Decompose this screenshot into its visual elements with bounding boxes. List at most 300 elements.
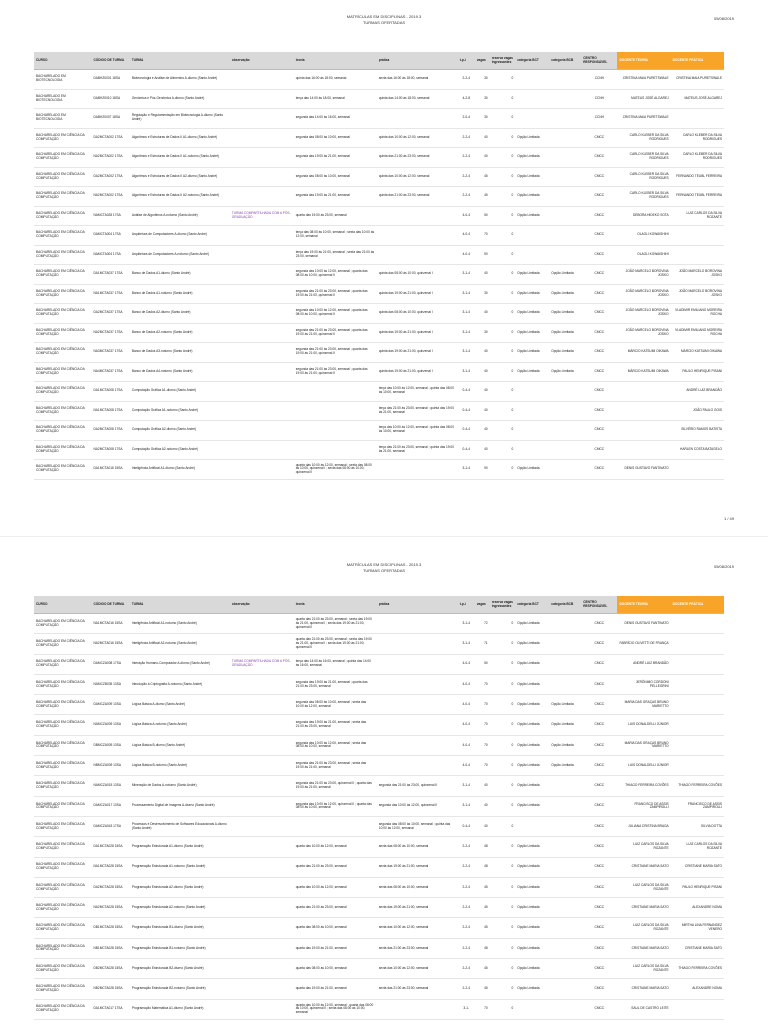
cell-docente-pratica — [671, 756, 724, 776]
cell-reserva: 0 — [490, 715, 516, 735]
cell-tpi: 3-1-4 — [458, 265, 475, 285]
cell-docente-teoria: FRANCISCO DE ASSIS ZAMPIROLLI — [617, 796, 670, 816]
cell-observacao — [230, 979, 294, 999]
cell-codigo: NAMCZB035 13SA — [92, 674, 130, 694]
cell-vagas: 90 — [475, 245, 490, 265]
cell-docente-pratica — [671, 226, 724, 246]
cell-curso: BACHARELADO EM CIÊNCIA DA COMPUTAÇÃO — [34, 959, 92, 979]
cell-pratica: sexta das 08:00 às 10:00, semanal — [377, 837, 458, 857]
table-row — [34, 187, 724, 207]
table-row — [34, 877, 724, 897]
cell-cat-bct: Opção Limitada — [515, 634, 549, 654]
col-header-pratica: prática — [377, 596, 458, 614]
cell-cat-bcb — [549, 167, 581, 187]
cell-cat-bcb — [549, 187, 581, 207]
cell-docente-pratica: CRISTIANE MARIA SATO — [671, 857, 724, 877]
cell-teoria: quarta das 08:00 às 10:00, semanal — [294, 918, 377, 938]
cell-teoria: segunda das 10:00 às 12:00, semanal ; quarta das 08:00 às 10:00, quinzenal II — [294, 304, 377, 324]
cell-cat-bcb — [549, 918, 581, 938]
cell-centro: CMCC — [581, 440, 617, 460]
table-row — [34, 776, 724, 796]
cell-codigo: NAMCZA009 13SA — [92, 715, 130, 735]
cell-cat-bcb — [549, 89, 581, 109]
col-header-cat-bct: categoria BCT — [515, 596, 549, 614]
cell-vagas: 40 — [475, 421, 490, 441]
cell-docente-pratica: VLADIMIR EMILIANO MOREIRA ROCHA — [671, 304, 724, 324]
col-header-codigo: CÓDIGO DE TURMA — [92, 52, 130, 70]
cell-teoria: quinta das 16:00 às 18:00, semanal — [294, 70, 377, 90]
table-row — [34, 654, 724, 674]
cell-docente-pratica: CRISTINA MAIA PURETSWALE — [671, 70, 724, 90]
cell-turma: Inteligência Artificial A1-noturno (Santo André) — [130, 614, 230, 634]
cell-docente-teoria: LUIZ CARLOS DA SILVA ROZANTE — [617, 959, 670, 979]
cell-curso: BACHARELADO EM CIÊNCIA DA COMPUTAÇÃO — [34, 938, 92, 958]
table-header-row — [34, 52, 724, 70]
cell-observacao — [230, 634, 294, 654]
table-row — [34, 918, 724, 938]
cell-observacao — [230, 226, 294, 246]
cell-vagas: 40 — [475, 343, 490, 363]
table-row — [34, 756, 724, 776]
cell-cat-bct: Opção Limitada — [515, 877, 549, 897]
cell-docente-teoria: ANDRÉ LUIZ BRANDÃO — [617, 654, 670, 674]
cell-tpi: 4-0-4 — [458, 245, 475, 265]
cell-turma: Banco de Dados A1-diurno (Santo André) — [130, 265, 230, 285]
cell-curso: BACHARELADO EM CIÊNCIA DA COMPUTAÇÃO — [34, 245, 92, 265]
cell-pratica: quinta das 10:00 às 12:00, semanal — [377, 167, 458, 187]
cell-centro: CMCC — [581, 148, 617, 168]
cell-observacao — [230, 695, 294, 715]
cell-cat-bct: Opção Limitada — [515, 304, 549, 324]
cell-docente-pratica: THIAGO FERREIRA COVÕES — [671, 776, 724, 796]
cell-codigo: NA4MCTA037 17SA — [92, 362, 130, 382]
cell-docente-teoria: JOÃO MARCELO BOROVINA JOSKO — [617, 304, 670, 324]
col-header-docente-teoria: DOCENTE TEORIA — [617, 596, 670, 614]
cell-cat-bcb: Opção Limitada — [549, 343, 581, 363]
cell-reserva: 0 — [490, 816, 516, 836]
cell-tpi: 3-1-4 — [458, 776, 475, 796]
cell-turma: Banco de Dados A3-noturno (Santo André) — [130, 343, 230, 363]
cell-cat-bct: Opção Limitada — [515, 654, 549, 674]
cell-reserva: 0 — [490, 695, 516, 715]
cell-teoria: segunda das 21:00 às 23:00, quinzenal II ; quarta das 19:00 às 21:00, semanal — [294, 776, 377, 796]
cell-codigo: NA1MCTA028 15SA — [92, 857, 130, 877]
cell-vagas: 70 — [475, 735, 490, 755]
cell-turma: Lógica Básica A-noturno (Santo André) — [130, 715, 230, 735]
cell-curso: BACHARELADO EM CIÊNCIA DA COMPUTAÇÃO — [34, 776, 92, 796]
cell-teoria: segunda das 19:00 às 21:00, semanal ; quarta das 21:00 às 23:00, semanal — [294, 674, 377, 694]
cell-docente-teoria: CRISTIANE MARIA SATO — [617, 898, 670, 918]
cell-codigo: NA2MCTA037 17SA — [92, 323, 130, 343]
cell-teoria: segunda das 14:00 às 16:00, semanal — [294, 109, 377, 129]
table-row — [34, 323, 724, 343]
cell-observacao — [230, 187, 294, 207]
cell-centro: CCNH — [581, 89, 617, 109]
cell-turma: Computação Gráfica A1-noturno (Santo André) — [130, 401, 230, 421]
cell-docente-pratica: SILVIA DOTTA — [671, 816, 724, 836]
cell-vagas: 40 — [475, 128, 490, 148]
page-title: MATRÍCULAS EM DISCIPLINAS - 2019.3 TURMAS OFERTADAS — [346, 14, 422, 25]
cell-teoria — [294, 816, 377, 836]
table-row — [34, 837, 724, 857]
cell-pratica: terça das 21:00 às 23:00, semanal ; quinta das 19:00 às 21:00, semanal — [377, 440, 458, 460]
cell-observacao: TURMA COMPARTILHADA COM A PÓS-GRADUAÇÃO — [230, 654, 294, 674]
cell-reserva: 0 — [490, 756, 516, 776]
cell-curso: BACHARELADO EM CIÊNCIA DA COMPUTAÇÃO — [34, 614, 92, 634]
cell-cat-bcb — [549, 837, 581, 857]
cell-vagas: 50 — [475, 654, 490, 674]
cell-centro: CMCC — [581, 898, 617, 918]
cell-docente-teoria: DENIS GUSTAVO FANTINATO — [617, 460, 670, 480]
table-row — [34, 959, 724, 979]
cell-cat-bcb: Opção Limitada — [549, 323, 581, 343]
classes-table — [34, 52, 724, 480]
cell-tpi: 3-1-4 — [458, 284, 475, 304]
cell-curso: BACHARELADO EM CIÊNCIA DA COMPUTAÇÃO — [34, 756, 92, 776]
cell-cat-bcb: Opção Limitada — [549, 284, 581, 304]
cell-cat-bcb: Opção Limitada — [549, 265, 581, 285]
cell-cat-bcb — [549, 999, 581, 1019]
table-row — [34, 857, 724, 877]
table-row — [34, 634, 724, 654]
cell-teoria: quarta das 10:00 às 12:00, semanal ; quarta das 08:00 às 10:00, quinzenal II ; sexta das 08:00 às 10:00, semanal — [294, 999, 377, 1019]
cell-turma: Arquitetura de Computadores A-diurno (Santo André) — [130, 226, 230, 246]
cell-cat-bct: Opção Limitada — [515, 265, 549, 285]
cell-docente-pratica — [671, 654, 724, 674]
cell-centro: CMCC — [581, 167, 617, 187]
cell-centro: CMCC — [581, 695, 617, 715]
cell-cat-bcb — [549, 614, 581, 634]
col-header-docente-pratica: DOCENTE PRÁTICA — [671, 596, 724, 614]
cell-codigo: DAMCZA017 13SA — [92, 796, 130, 816]
cell-docente-teoria: LUIS DONALDELLI JÚNIOR — [617, 715, 670, 735]
cell-cat-bcb — [549, 898, 581, 918]
cell-centro: CMCC — [581, 304, 617, 324]
cell-pratica — [377, 735, 458, 755]
cell-curso: BACHARELADO EM BIOTECNOLOGIA — [34, 89, 92, 109]
cell-codigo: NAMCTA028 17SA — [92, 206, 130, 226]
cell-pratica — [377, 695, 458, 715]
cell-docente-teoria: OLAOLI KOWAISHIHI — [617, 226, 670, 246]
table-body — [34, 614, 724, 1020]
cell-codigo: NAMCTA004 17SA — [92, 245, 130, 265]
cell-docente-pratica — [671, 614, 724, 634]
cell-codigo: DBMCZA009 13SA — [92, 735, 130, 755]
cell-centro: CCNH — [581, 70, 617, 90]
cell-turma: Programação Estruturada A1-diurno (Santo André) — [130, 837, 230, 857]
cell-tpi: 3-1-4 — [458, 323, 475, 343]
cell-vagas: 40 — [475, 265, 490, 285]
cell-pratica: quinta das 21:00 às 23:00, semanal — [377, 148, 458, 168]
cell-docente-teoria: CRISTIANE MARIA SATO — [617, 979, 670, 999]
col-header-centro: CENTRO RESPONSÁVEL — [581, 596, 617, 614]
cell-cat-bcb: Opção Limitada — [549, 756, 581, 776]
cell-curso: BACHARELADO EM CIÊNCIA DA COMPUTAÇÃO — [34, 206, 92, 226]
cell-cat-bct — [515, 382, 549, 402]
cell-curso: BACHARELADO EM CIÊNCIA DA COMPUTAÇÃO — [34, 265, 92, 285]
cell-turma: Inteligência Artificial A2-noturno (Santo André) — [130, 634, 230, 654]
cell-reserva: 0 — [490, 362, 516, 382]
cell-codigo: NA2MCTA002 17SA — [92, 187, 130, 207]
cell-observacao — [230, 735, 294, 755]
cell-docente-teoria — [617, 382, 670, 402]
cell-pratica: sexta das 19:00 às 21:00, semanal — [377, 898, 458, 918]
cell-turma: Análise de Algoritmos A-noturno (Santo André) — [130, 206, 230, 226]
cell-centro: CMCC — [581, 816, 617, 836]
cell-centro: CMCC — [581, 735, 617, 755]
cell-curso: BACHARELADO EM CIÊNCIA DA COMPUTAÇÃO — [34, 654, 92, 674]
cell-docente-teoria: CRISTINA MAIA PURETSWALE — [617, 70, 670, 90]
cell-docente-pratica — [671, 735, 724, 755]
cell-cat-bct: Opção Limitada — [515, 837, 549, 857]
cell-turma: Programação Estruturada B2-diurno (Santo André) — [130, 959, 230, 979]
cell-curso: BACHARELADO EM BIOTECNOLOGIA — [34, 70, 92, 90]
cell-cat-bcb — [549, 128, 581, 148]
cell-vagas: 71 — [475, 634, 490, 654]
cell-reserva: 0 — [490, 837, 516, 857]
report-date: 05/08/2019 — [713, 16, 734, 21]
cell-teoria — [294, 440, 377, 460]
cell-curso: BACHARELADO EM CIÊNCIA DA COMPUTAÇÃO — [34, 226, 92, 246]
col-header-reserva: reserva vagas ingressantes — [490, 52, 516, 70]
cell-turma: Introdução à Criptografia A-noturno (Santo André) — [130, 674, 230, 694]
cell-curso: BACHARELADO EM CIÊNCIA DA COMPUTAÇÃO — [34, 695, 92, 715]
cell-docente-pratica: PAULO HENRIQUE PISANI — [671, 362, 724, 382]
cell-vagas: 45 — [475, 877, 490, 897]
cell-docente-teoria: MARIA DAS GRAÇAS BRUNO MARIETTO — [617, 695, 670, 715]
table-row — [34, 382, 724, 402]
cell-codigo: NA2MCTA028 15SA — [92, 898, 130, 918]
cell-docente-teoria: LUIZ CARLOS DA SILVA ROZANTE — [617, 837, 670, 857]
cell-docente-teoria: MATEUS JOSÉ ALGAREJ — [617, 89, 670, 109]
cell-tpi: 2-2-4 — [458, 857, 475, 877]
cell-teoria — [294, 401, 377, 421]
cell-teoria: quarta das 19:00 às 21:00, semanal — [294, 938, 377, 958]
cell-reserva: 0 — [490, 89, 516, 109]
cell-pratica: sexta das 19:00 às 21:00, semanal — [377, 857, 458, 877]
cell-codigo: DA1MCTA017 17SA — [92, 999, 130, 1019]
cell-centro: CMCC — [581, 187, 617, 207]
cell-cat-bcb: Opção Limitada — [549, 362, 581, 382]
table-row — [34, 401, 724, 421]
table-row — [34, 816, 724, 836]
cell-observacao — [230, 167, 294, 187]
cell-docente-teoria: LUIS DONALDELLI JÚNIOR — [617, 756, 670, 776]
cell-observacao — [230, 715, 294, 735]
cell-docente-pratica — [671, 674, 724, 694]
col-header-reserva: reserva vagas ingressantes — [490, 596, 516, 614]
cell-vagas: 30 — [475, 109, 490, 129]
cell-tpi: 2-2-4 — [458, 837, 475, 857]
cell-cat-bcb: Opção Limitada — [549, 735, 581, 755]
col-header-observacao: observação — [230, 52, 294, 70]
page-separator — [0, 536, 768, 537]
cell-turma: Banco de Dados A4-noturno (Santo André) — [130, 362, 230, 382]
cell-teoria: terça das 19:00 às 21:00, semanal ; sexta das 21:00 às 23:00, semanal — [294, 245, 377, 265]
cell-docente-teoria: DEBORA HIDEKO SOTA — [617, 206, 670, 226]
cell-cat-bct: Opção Limitada — [515, 918, 549, 938]
cell-docente-pratica: LUIZ CARLOS DA SILVA ROZANTE — [671, 837, 724, 857]
table-row — [34, 167, 724, 187]
cell-centro: CMCC — [581, 918, 617, 938]
cell-docente-pratica: LUIZ CARLOS DA SILVA ROZANTE — [671, 206, 724, 226]
table-row — [34, 128, 724, 148]
cell-docente-pratica: JOÃO MARCELO BOROVINA JOSKO — [671, 265, 724, 285]
cell-centro: CMCC — [581, 999, 617, 1019]
cell-cat-bcb — [549, 959, 581, 979]
cell-teoria: segunda das 08:00 às 10:00, semanal — [294, 167, 377, 187]
cell-cat-bcb — [549, 70, 581, 90]
page-title: MATRÍCULAS EM DISCIPLINAS - 2019.3 TURMAS OFERTADAS — [346, 562, 422, 573]
cell-docente-teoria: DENIS GUSTAVO FANTINATO — [617, 614, 670, 634]
cell-codigo: NBMCZA009 13SA — [92, 756, 130, 776]
cell-observacao — [230, 756, 294, 776]
cell-vagas: 48 — [475, 938, 490, 958]
cell-codigo: NB1MCTA028 15SA — [92, 938, 130, 958]
cell-curso: BACHARELADO EM CIÊNCIA DA COMPUTAÇÃO — [34, 440, 92, 460]
cell-tpi: 2-2-4 — [458, 187, 475, 207]
cell-cat-bcb — [549, 979, 581, 999]
cell-observacao — [230, 304, 294, 324]
cell-docente-teoria: LUIZ CARLOS DA SILVA ROZANTE — [617, 877, 670, 897]
cell-docente-pratica: MIRTHA LINA FERNANDEZ VENERO — [671, 918, 724, 938]
cell-cat-bcb: Opção Limitada — [549, 715, 581, 735]
cell-docente-pratica: FRANCISCO DE ASSIS ZAMPIROLLI — [671, 796, 724, 816]
cell-pratica: sexta das 21:00 às 23:00, semanal — [377, 979, 458, 999]
cell-docente-pratica — [671, 109, 724, 129]
cell-docente-pratica — [671, 695, 724, 715]
cell-cat-bcb — [549, 148, 581, 168]
col-header-curso: CURSO — [34, 596, 92, 614]
table-row — [34, 440, 724, 460]
cell-curso: BACHARELADO EM CIÊNCIA DA COMPUTAÇÃO — [34, 323, 92, 343]
cell-teoria — [294, 421, 377, 441]
cell-codigo: DAMCTA004 17SA — [92, 226, 130, 246]
cell-tpi: 4-0-4 — [458, 674, 475, 694]
cell-pratica: segunda das 08:00 às 10:00, semanal ; quinta das 10:00 às 12:00, semanal — [377, 816, 458, 836]
cell-observacao — [230, 918, 294, 938]
cell-codigo: DA1MCTA037 17SA — [92, 265, 130, 285]
cell-centro: CCNH — [581, 109, 617, 129]
cell-observacao — [230, 362, 294, 382]
cell-docente-teoria: CARLO KLEBER DA SILVA RODRIGUES — [617, 128, 670, 148]
cell-reserva: 0 — [490, 265, 516, 285]
cell-teoria: segunda das 21:00 às 23:00, semanal ; quarta das 19:00 às 21:00, quinzenal II — [294, 323, 377, 343]
cell-curso: BACHARELADO EM BIOTECNOLOGIA — [34, 109, 92, 129]
cell-observacao — [230, 70, 294, 90]
cell-reserva: 0 — [490, 857, 516, 877]
cell-centro: CMCC — [581, 674, 617, 694]
cell-pratica: segunda das 21:00 às 23:00, quinzenal II — [377, 776, 458, 796]
cell-codigo: DAMCZA008 17SA — [92, 654, 130, 674]
cell-centro: CMCC — [581, 343, 617, 363]
cell-tpi: 4-0-4 — [458, 226, 475, 246]
cell-reserva: 0 — [490, 167, 516, 187]
cell-tpi: 2-2-4 — [458, 148, 475, 168]
cell-tpi: 3-1-4 — [458, 460, 475, 480]
cell-observacao — [230, 837, 294, 857]
cell-cat-bct: Opção Limitada — [515, 343, 549, 363]
cell-curso: BACHARELADO EM CIÊNCIA DA COMPUTAÇÃO — [34, 167, 92, 187]
cell-cat-bct — [515, 816, 549, 836]
cell-codigo: NAMCZA015 13SA — [92, 776, 130, 796]
cell-vagas: 40 — [475, 304, 490, 324]
table-row — [34, 304, 724, 324]
cell-observacao — [230, 460, 294, 480]
cell-centro: CMCC — [581, 206, 617, 226]
col-header-teoria: teoria — [294, 52, 377, 70]
cell-teoria: quarta das 10:00 às 12:00, semanal — [294, 837, 377, 857]
cell-teoria: segunda das 19:00 às 21:00, semanal — [294, 148, 377, 168]
cell-docente-teoria: CARLO KLEBER DA SILVA RODRIGUES — [617, 167, 670, 187]
cell-pratica — [377, 245, 458, 265]
cell-tpi: 4-0-4 — [458, 654, 475, 674]
cell-observacao — [230, 89, 294, 109]
cell-cat-bct — [515, 109, 549, 129]
classes-table — [34, 596, 724, 1020]
cell-pratica: quinta das 19:00 às 21:00, quinzenal I — [377, 284, 458, 304]
cell-centro: CMCC — [581, 959, 617, 979]
cell-curso: BACHARELADO EM CIÊNCIA DA COMPUTAÇÃO — [34, 187, 92, 207]
cell-tpi: 4-0-4 — [458, 735, 475, 755]
cell-codigo: DA2MCTA028 15SA — [92, 877, 130, 897]
cell-vagas: 70 — [475, 695, 490, 715]
cell-tpi: 3-1-4 — [458, 796, 475, 816]
cell-curso: BACHARELADO EM CIÊNCIA DA COMPUTAÇÃO — [34, 918, 92, 938]
cell-cat-bct: Opção Limitada — [515, 187, 549, 207]
cell-docente-teoria: MÁRCIO KATSUMI OIKAWA — [617, 362, 670, 382]
cell-tpi: 4-0-4 — [458, 756, 475, 776]
cell-turma: Mineração de Dados A-noturno (Santo André) — [130, 776, 230, 796]
cell-vagas: 40 — [475, 382, 490, 402]
cell-observacao — [230, 898, 294, 918]
cell-pratica — [377, 226, 458, 246]
cell-observacao — [230, 877, 294, 897]
cell-reserva: 0 — [490, 226, 516, 246]
cell-turma: Programação Matemática A1-diurno (Santo André) — [130, 999, 230, 1019]
cell-docente-pratica — [671, 460, 724, 480]
cell-pratica: sexta das 10:00 às 12:00, semanal — [377, 959, 458, 979]
cell-docente-teoria: FABRÍCIO OLIVETTI DE FRANÇA — [617, 634, 670, 654]
cell-codigo: NA1MCTA008 17SA — [92, 401, 130, 421]
cell-codigo: DAMCZA043 17SA — [92, 816, 130, 836]
cell-teoria: quarta das 10:00 às 12:00, semanal ; sexta das 08:00 às 10:00, quinzenal I ; sexta das 08:00 às 10:00, quinzenal II — [294, 460, 377, 480]
col-header-turma: TURMA — [130, 596, 230, 614]
cell-observacao — [230, 796, 294, 816]
cell-reserva: 0 — [490, 959, 516, 979]
cell-curso: BACHARELADO EM CIÊNCIA DA COMPUTAÇÃO — [34, 837, 92, 857]
cell-centro: CMCC — [581, 226, 617, 246]
cell-pratica: terça das 10:00 às 12:00, semanal ; quinta das 08:00 às 10:00, semanal — [377, 382, 458, 402]
table-row — [34, 674, 724, 694]
cell-centro: CMCC — [581, 401, 617, 421]
cell-reserva: 0 — [490, 421, 516, 441]
table-header-row — [34, 596, 724, 614]
cell-teoria: quarta das 19:00 às 21:00, semanal — [294, 979, 377, 999]
cell-vagas: 70 — [475, 756, 490, 776]
table-row — [34, 898, 724, 918]
cell-reserva: 0 — [490, 634, 516, 654]
col-header-vagas: vagas — [475, 52, 490, 70]
col-header-turma: TURMA — [130, 52, 230, 70]
cell-turma: Algoritmos e Estruturas de Dados II A2-diurno (Santo André) — [130, 167, 230, 187]
cell-teoria: segunda das 21:00 às 23:00, semanal ; quarta das 19:00 às 21:00, quinzenal II — [294, 343, 377, 363]
cell-curso: BACHARELADO EM CIÊNCIA DA COMPUTAÇÃO — [34, 343, 92, 363]
cell-centro: CMCC — [581, 938, 617, 958]
cell-vagas: 40 — [475, 362, 490, 382]
cell-reserva: 0 — [490, 382, 516, 402]
cell-tpi: 0-4-4 — [458, 421, 475, 441]
